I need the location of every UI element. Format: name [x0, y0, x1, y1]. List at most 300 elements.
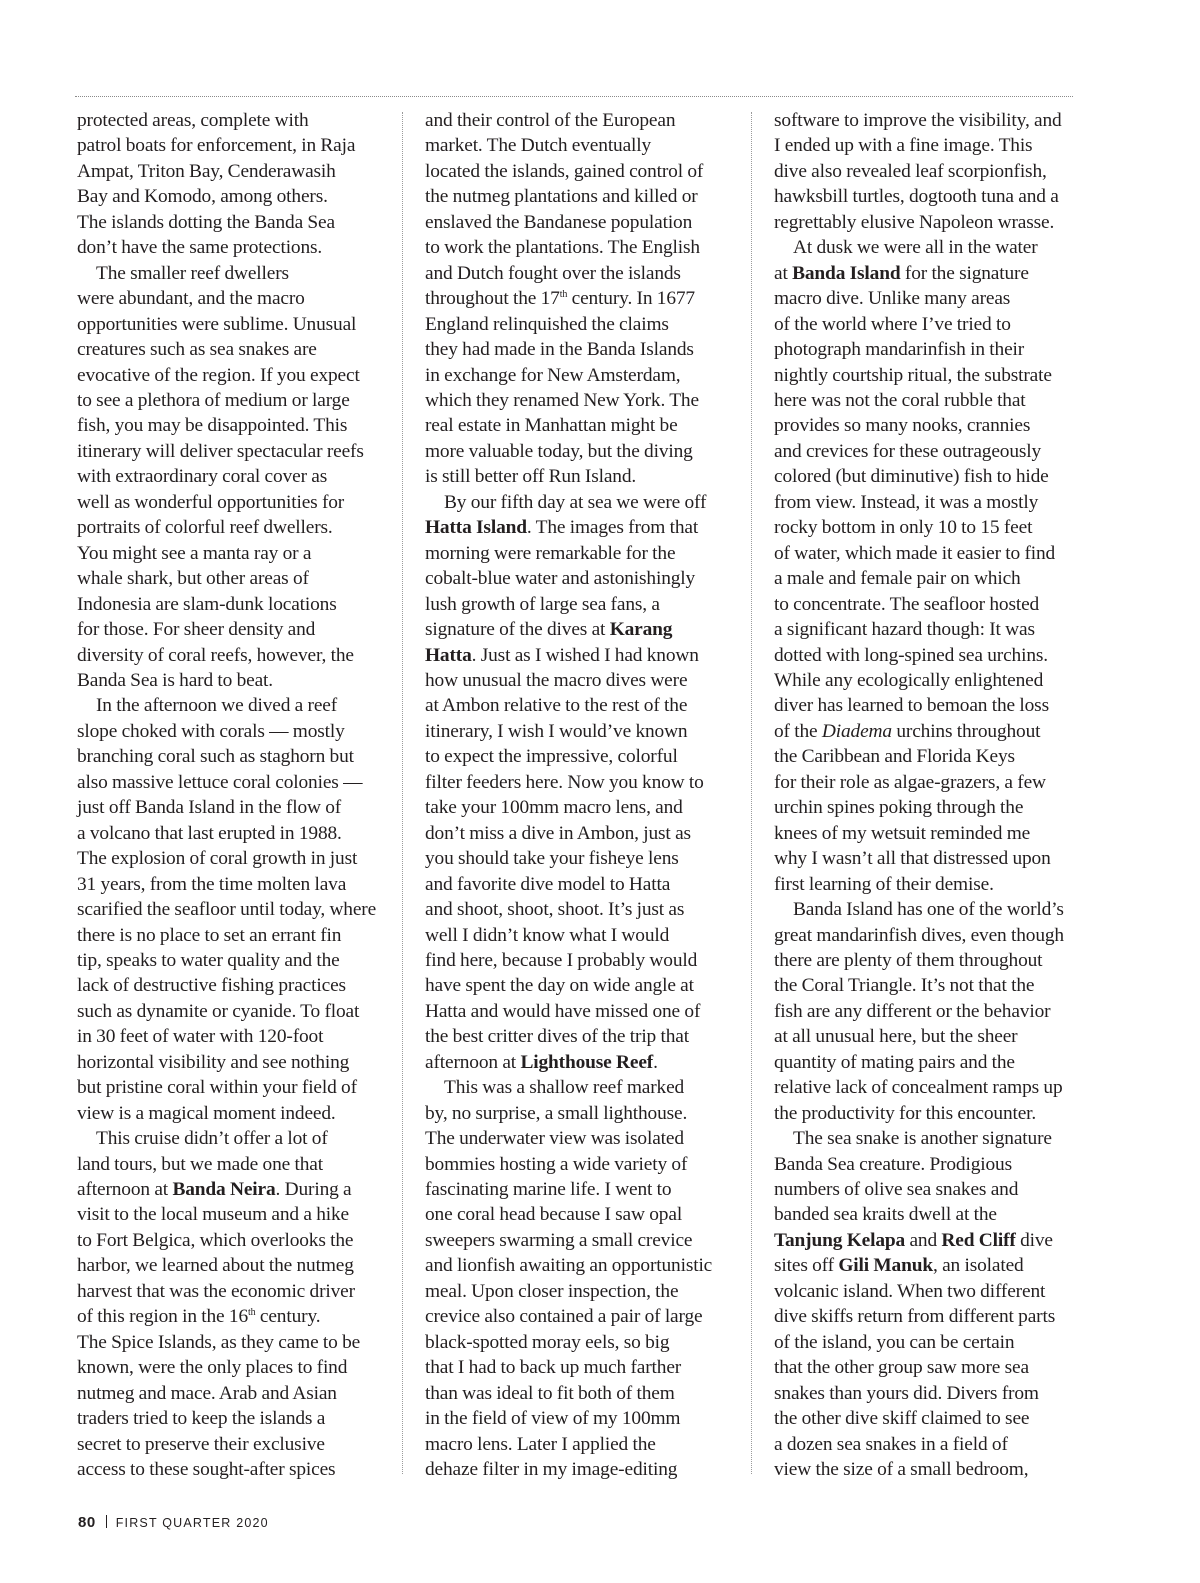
text-line — [425, 973, 731, 998]
text-line — [774, 388, 1080, 413]
text-segment: in 30 feet of water with 120-foot — [77, 1026, 324, 1048]
text-line — [774, 719, 1080, 744]
text-line — [425, 1126, 731, 1151]
text-segment: how unusual the macro dives were — [425, 669, 688, 691]
text-line — [77, 261, 383, 286]
text-segment: , an isolated — [932, 1255, 1024, 1277]
text-segment: While any ecologically enlightened — [774, 669, 1044, 691]
text-line — [425, 1101, 731, 1126]
text-line — [77, 1202, 383, 1227]
text-segment: . Just as I wished I had known — [471, 644, 699, 666]
text-line — [425, 1075, 731, 1100]
text-segment: fascinating marine life. I went to — [425, 1179, 672, 1201]
text-line — [77, 795, 383, 820]
text-segment: photograph mandarinfish in their — [774, 339, 1025, 361]
text-line — [774, 948, 1080, 973]
text-line — [77, 159, 383, 184]
text-line — [774, 312, 1080, 337]
page-footer — [78, 1514, 269, 1531]
text-line — [774, 1355, 1080, 1380]
text-segment: known, were the only places to find — [77, 1357, 348, 1379]
text-line — [77, 363, 383, 388]
text-line — [77, 1075, 383, 1100]
text-line — [425, 184, 731, 209]
text-line — [77, 1330, 383, 1355]
text-line — [425, 1177, 731, 1202]
text-segment: The Spice Islands, as they came to be — [77, 1331, 361, 1353]
text-line — [77, 1355, 383, 1380]
text-line — [77, 286, 383, 311]
text-line — [77, 1101, 383, 1126]
text-segment: colored (but diminutive) fish to hide — [774, 466, 1049, 488]
ordinal-superscript: th — [559, 289, 568, 301]
text-segment: The underwater view was isolated — [425, 1128, 684, 1150]
bold-place-name: Red Cliff — [941, 1229, 1016, 1251]
text-line — [77, 566, 383, 591]
text-line — [77, 1457, 383, 1482]
text-segment: of water, which made it easier to find — [774, 542, 1056, 564]
text-line — [425, 261, 731, 286]
text-line — [425, 923, 731, 948]
text-line — [774, 846, 1080, 871]
text-segment: here was not the coral rubble that — [774, 389, 1026, 411]
text-line — [77, 337, 383, 362]
text-segment: and favorite dive model to Hatta — [425, 873, 671, 895]
text-segment: black-spotted moray eels, so big — [425, 1331, 670, 1353]
text-segment: lack of destructive fishing practices — [77, 975, 346, 997]
text-line — [425, 1406, 731, 1431]
text-line — [774, 617, 1080, 642]
text-line — [774, 1075, 1080, 1100]
text-segment: The islands dotting the Banda Sea — [77, 211, 335, 233]
text-line — [774, 439, 1080, 464]
text-line — [425, 1228, 731, 1253]
text-line — [774, 1177, 1080, 1202]
text-line — [425, 770, 731, 795]
text-line — [77, 490, 383, 515]
text-line — [77, 948, 383, 973]
text-segment: you should take your fisheye lens — [425, 848, 679, 870]
text-segment: is still better off Run Island. — [425, 466, 637, 488]
text-line — [774, 821, 1080, 846]
text-line — [77, 312, 383, 337]
text-segment: of the — [774, 720, 822, 742]
text-line — [425, 337, 731, 362]
text-line — [77, 592, 383, 617]
text-line — [425, 1355, 731, 1380]
text-line — [425, 235, 731, 260]
text-line — [77, 515, 383, 540]
text-segment: for those. For sheer density and — [77, 619, 316, 641]
text-segment: by, no surprise, a small lighthouse. — [425, 1102, 688, 1124]
text-line — [77, 973, 383, 998]
text-segment: branching coral such as staghorn but — [77, 746, 354, 768]
text-line — [77, 1253, 383, 1278]
text-segment: diversity of coral reefs, however, the — [77, 644, 354, 666]
text-line — [425, 490, 731, 515]
text-line — [425, 846, 731, 871]
text-line — [425, 744, 731, 769]
text-segment: a volcano that last erupted in 1988. — [77, 822, 342, 844]
text-segment: there is no place to set an errant fin — [77, 924, 342, 946]
text-segment: regrettably elusive Napoleon wrasse. — [774, 211, 1055, 233]
text-segment: the best critter dives of the trip that — [425, 1026, 689, 1048]
text-line — [774, 1228, 1080, 1253]
text-line — [77, 133, 383, 158]
text-segment: urchin spines poking through the — [774, 797, 1024, 819]
bold-place-name: Banda Neira — [172, 1179, 276, 1201]
text-line — [774, 566, 1080, 591]
text-line — [774, 286, 1080, 311]
text-line — [425, 872, 731, 897]
text-segment: and crevices for these outrageously — [774, 440, 1042, 462]
text-segment: real estate in Manhattan might be — [425, 415, 678, 437]
text-segment: patrol boats for enforcement, in Raja — [77, 135, 356, 157]
ordinal-superscript: th — [248, 1307, 256, 1319]
text-line — [77, 1024, 383, 1049]
text-line — [774, 1050, 1080, 1075]
text-line — [425, 312, 731, 337]
text-segment: the Caribbean and Florida Keys — [774, 746, 1015, 768]
text-segment: at Ambon relative to the rest of the — [425, 695, 688, 717]
text-segment: first learning of their demise. — [774, 873, 994, 895]
text-segment: view the size of a small bedroom, — [774, 1459, 1029, 1481]
text-line — [774, 1381, 1080, 1406]
text-line — [425, 668, 731, 693]
text-segment: . — [653, 1051, 658, 1073]
text-segment: that I had to back up much farther — [425, 1357, 682, 1379]
text-line — [425, 897, 731, 922]
text-line — [774, 184, 1080, 209]
text-segment: This was a shallow reef marked — [444, 1077, 685, 1099]
text-line — [774, 210, 1080, 235]
text-segment: but pristine coral within your field of — [77, 1077, 357, 1099]
text-segment: creatures such as sea snakes are — [77, 339, 317, 361]
text-segment: sweepers swarming a small crevice — [425, 1229, 693, 1251]
text-segment: dotted with long-spined sea urchins. — [774, 644, 1048, 666]
article-column-1 — [77, 108, 383, 1482]
text-segment: bommies hosting a wide variety of — [425, 1153, 688, 1175]
text-line — [77, 617, 383, 642]
text-segment: volcanic island. When two different — [774, 1280, 1046, 1302]
text-segment: nutmeg and mace. Arab and Asian — [77, 1382, 337, 1404]
text-segment: 31 years, from the time molten lava — [77, 873, 347, 895]
text-line — [425, 693, 731, 718]
text-line — [425, 617, 731, 642]
text-segment: itinerary will deliver spectacular reefs — [77, 440, 364, 462]
text-segment: at all unusual here, but the sheer — [774, 1026, 1018, 1048]
text-segment: the other dive skiff claimed to see — [774, 1408, 1030, 1430]
page-number: 80 — [78, 1514, 96, 1531]
text-segment: scarified the seafloor until today, where — [77, 899, 377, 921]
text-segment: The sea snake is another signature — [793, 1128, 1052, 1150]
text-segment: dehaze filter in my image-editing — [425, 1459, 678, 1481]
text-line — [774, 464, 1080, 489]
bold-place-name: Hatta Island — [425, 517, 527, 539]
text-segment: which they renamed New York. The — [425, 389, 699, 411]
text-segment: well I didn’t know what I would — [425, 924, 670, 946]
column-divider — [751, 112, 752, 1474]
text-line — [425, 1457, 731, 1482]
text-segment: of this region in the 16 — [77, 1306, 249, 1328]
text-line — [425, 1202, 731, 1227]
text-segment: to concentrate. The seafloor hosted — [774, 593, 1040, 615]
text-line — [774, 337, 1080, 362]
text-line — [425, 719, 731, 744]
text-line — [774, 1406, 1080, 1431]
text-line — [774, 795, 1080, 820]
text-line — [77, 108, 383, 133]
article-column-2 — [425, 108, 731, 1482]
text-line — [774, 668, 1080, 693]
text-segment: opportunities were sublime. Unusual — [77, 313, 357, 335]
text-segment: for the signature — [900, 262, 1029, 284]
text-segment: hawksbill turtles, dogtooth tuna and a — [774, 186, 1059, 208]
text-segment: land tours, but we made one that — [77, 1153, 323, 1175]
text-line — [77, 413, 383, 438]
text-segment: You might see a manta ray or a — [77, 542, 312, 564]
text-segment: evocative of the region. If you expect — [77, 364, 360, 386]
text-segment: a male and female pair on which — [774, 568, 1021, 590]
text-line — [77, 210, 383, 235]
text-line — [77, 1050, 383, 1075]
text-segment: Banda Sea is hard to beat. — [77, 669, 273, 691]
text-segment: traders tried to keep the islands a — [77, 1408, 326, 1430]
text-line — [774, 1253, 1080, 1278]
text-segment: knees of my wetsuit reminded me — [774, 822, 1031, 844]
text-segment: and shoot, shoot, shoot. It’s just as — [425, 899, 685, 921]
text-segment: to Fort Belgica, which overlooks the — [77, 1229, 354, 1251]
text-line — [425, 108, 731, 133]
bold-place-name: Lighthouse Reef — [520, 1051, 654, 1073]
text-line — [77, 1126, 383, 1151]
text-segment: and — [905, 1229, 942, 1251]
text-segment: more valuable today, but the diving — [425, 440, 693, 462]
text-line — [425, 1050, 731, 1075]
text-segment: crevice also contained a pair of large — [425, 1306, 703, 1328]
text-segment: England relinquished the claims — [425, 313, 669, 335]
text-line — [774, 1202, 1080, 1227]
text-line — [425, 592, 731, 617]
article-column-3 — [774, 108, 1080, 1482]
text-segment: I ended up with a fine image. This — [774, 135, 1033, 157]
text-line — [77, 872, 383, 897]
text-line — [774, 261, 1080, 286]
text-segment: century. In 1677 — [567, 288, 695, 310]
text-line — [77, 693, 383, 718]
text-segment: Hatta and would have missed one of — [425, 1000, 701, 1022]
text-segment: take your 100mm macro lens, and — [425, 797, 683, 819]
text-line — [774, 643, 1080, 668]
text-line — [774, 363, 1080, 388]
text-line — [77, 719, 383, 744]
italic-term: Diadema — [821, 720, 892, 742]
text-segment: horizontal visibility and see nothing — [77, 1051, 350, 1073]
text-line — [425, 795, 731, 820]
text-segment: portraits of colorful reef dwellers. — [77, 517, 333, 539]
text-segment: relative lack of concealment ramps up — [774, 1077, 1063, 1099]
text-segment: to work the plantations. The English — [425, 237, 700, 259]
text-segment: urchins throughout — [891, 720, 1041, 742]
text-line — [774, 1457, 1080, 1482]
text-line — [77, 770, 383, 795]
text-line — [425, 133, 731, 158]
text-segment: visit to the local museum and a hike — [77, 1204, 349, 1226]
text-segment: afternoon at — [77, 1179, 173, 1201]
text-segment: there are plenty of them throughout — [774, 949, 1043, 971]
text-line — [425, 643, 731, 668]
text-segment: banded sea kraits dwell at the — [774, 1204, 997, 1226]
text-segment: find here, because I probably would — [425, 949, 698, 971]
text-line — [774, 1152, 1080, 1177]
text-line — [425, 464, 731, 489]
text-line — [425, 1152, 731, 1177]
text-line — [774, 159, 1080, 184]
text-line — [774, 693, 1080, 718]
text-segment: throughout the 17 — [425, 288, 560, 310]
text-segment: whale shark, but other areas of — [77, 568, 309, 590]
text-line — [774, 1330, 1080, 1355]
text-line — [774, 108, 1080, 133]
text-segment: located the islands, gained control of — [425, 160, 704, 182]
text-line — [774, 744, 1080, 769]
text-segment: By our fifth day at sea we were off — [444, 491, 707, 513]
bold-place-name: Gili Manuk — [838, 1255, 933, 1277]
text-segment: at — [774, 262, 793, 284]
text-segment: software to improve the visibility, and — [774, 110, 1062, 131]
text-segment: The smaller reef dwellers — [96, 262, 289, 284]
text-segment: fish are any different or the behavior — [774, 1000, 1051, 1022]
text-line — [77, 643, 383, 668]
text-line — [77, 668, 383, 693]
text-segment: why I wasn’t all that distressed upon — [774, 848, 1051, 870]
bold-place-name: Tanjung Kelapa — [774, 1229, 906, 1251]
text-segment: a significant hazard though: It was — [774, 619, 1035, 641]
text-line — [77, 541, 383, 566]
text-segment: diver has learned to bemoan the loss — [774, 695, 1049, 717]
text-line — [774, 235, 1080, 260]
text-line — [425, 566, 731, 591]
text-segment: This cruise didn’t offer a lot of — [96, 1128, 328, 1150]
text-line — [425, 1304, 731, 1329]
top-rule — [75, 96, 1073, 97]
text-segment: they had made in the Banda Islands — [425, 339, 694, 361]
text-segment: lush growth of large sea fans, a — [425, 593, 660, 615]
text-segment: meal. Upon closer inspection, the — [425, 1280, 679, 1302]
text-segment: were abundant, and the macro — [77, 288, 305, 310]
footer-separator — [106, 1515, 107, 1528]
text-segment: don’t miss a dive in Ambon, just as — [425, 822, 691, 844]
text-segment: of the island, you can be certain — [774, 1331, 1015, 1353]
text-segment: in the field of view of my 100mm — [425, 1408, 681, 1430]
text-line — [425, 210, 731, 235]
text-line — [425, 1330, 731, 1355]
text-segment: slope choked with corals — mostly — [77, 720, 345, 742]
text-line — [77, 1432, 383, 1457]
text-line — [774, 515, 1080, 540]
text-line — [774, 872, 1080, 897]
text-segment: cobalt-blue water and astonishingly — [425, 568, 696, 590]
text-segment: dive also revealed leaf scorpionfish, — [774, 160, 1047, 182]
text-line — [425, 1253, 731, 1278]
text-line — [77, 464, 383, 489]
text-segment: In the afternoon we dived a reef — [96, 695, 338, 717]
text-segment: . During a — [275, 1179, 352, 1201]
text-line — [774, 1279, 1080, 1304]
text-segment: great mandarinfish dives, even though — [774, 924, 1064, 946]
text-segment: Bay and Komodo, among others. — [77, 186, 328, 208]
text-segment: morning were remarkable for the — [425, 542, 676, 564]
text-segment: that the other group saw more sea — [774, 1357, 1029, 1379]
text-segment: nightly courtship ritual, the substrate — [774, 364, 1052, 386]
text-segment: afternoon at — [425, 1051, 521, 1073]
column-divider — [402, 112, 403, 1474]
text-segment: enslaved the Bandanese population — [425, 211, 693, 233]
text-segment: of the world where I’ve tried to — [774, 313, 1011, 335]
text-line — [77, 999, 383, 1024]
text-segment: such as dynamite or cyanide. To float — [77, 1000, 360, 1022]
text-segment: quantity of mating pairs and the — [774, 1051, 1015, 1073]
text-segment: from view. Instead, it was a mostly — [774, 491, 1039, 513]
text-line — [774, 1304, 1080, 1329]
text-segment: numbers of olive sea snakes and — [774, 1179, 1019, 1201]
text-segment: harbor, we learned about the nutmeg — [77, 1255, 354, 1277]
text-segment: to see a plethora of medium or large — [77, 389, 350, 411]
text-segment: market. The Dutch eventually — [425, 135, 652, 157]
text-line — [77, 439, 383, 464]
text-segment: Banda Sea creature. Prodigious — [774, 1153, 1012, 1175]
text-segment: a dozen sea snakes in a field of — [774, 1433, 1008, 1455]
text-segment: fish, you may be disappointed. This — [77, 415, 348, 437]
text-segment: dive skiffs return from different parts — [774, 1306, 1056, 1328]
text-line — [774, 592, 1080, 617]
text-line — [774, 1024, 1080, 1049]
text-line — [77, 1381, 383, 1406]
text-segment: the nutmeg plantations and killed or — [425, 186, 698, 208]
text-line — [774, 1432, 1080, 1457]
text-segment: Indonesia are slam-dunk locations — [77, 593, 337, 615]
text-line — [774, 999, 1080, 1024]
text-segment: century. — [255, 1306, 321, 1328]
text-line — [774, 1101, 1080, 1126]
text-segment: provides so many nooks, crannies — [774, 415, 1031, 437]
text-segment: snakes than yours did. Divers from — [774, 1382, 1039, 1404]
text-segment: and Dutch fought over the islands — [425, 262, 681, 284]
text-segment: secret to preserve their exclusive — [77, 1433, 325, 1455]
text-segment: view is a magical moment indeed. — [77, 1102, 336, 1124]
text-line — [77, 1279, 383, 1304]
text-line — [425, 1381, 731, 1406]
text-segment: harvest that was the economic driver — [77, 1280, 355, 1302]
text-line — [425, 413, 731, 438]
bold-place-name: Karang — [609, 619, 673, 641]
text-line — [77, 744, 383, 769]
text-segment: rocky bottom in only 10 to 15 feet — [774, 517, 1033, 539]
text-segment: macro dive. Unlike many areas — [774, 288, 1011, 310]
text-line — [425, 388, 731, 413]
text-segment: protected areas, complete with — [77, 110, 309, 131]
text-segment: with extraordinary coral cover as — [77, 466, 328, 488]
text-segment: At dusk we were all in the water — [793, 237, 1038, 259]
text-segment: for their role as algae-grazers, a few — [774, 771, 1046, 793]
text-segment: Banda Island has one of the world’s — [793, 899, 1064, 921]
text-segment: have spent the day on wide angle at — [425, 975, 694, 997]
text-segment: Ampat, Triton Bay, Cenderawasih — [77, 160, 336, 182]
text-segment: dive — [1015, 1229, 1053, 1251]
text-segment: and lionfish awaiting an opportunistic — [425, 1255, 713, 1277]
text-line — [425, 1279, 731, 1304]
text-line — [774, 897, 1080, 922]
